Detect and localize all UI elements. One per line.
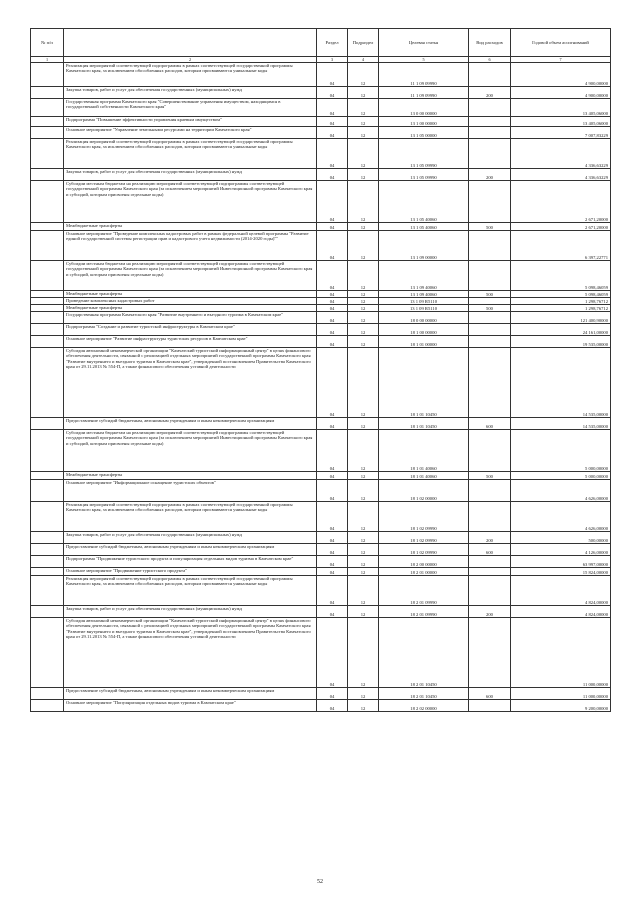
row-expense-type: 600 bbox=[469, 688, 511, 700]
table-row bbox=[31, 127, 611, 139]
row-expense-type bbox=[469, 700, 511, 712]
row-subsection: 12 bbox=[348, 348, 379, 418]
row-number-cell bbox=[31, 305, 64, 312]
row-section: 04 bbox=[317, 87, 348, 99]
row-subsection: 12 bbox=[348, 532, 379, 544]
row-name: Закупка товаров, работ и услуг для обеспечения государственных (муниципальных) нужд bbox=[64, 606, 317, 618]
row-number-cell bbox=[31, 430, 64, 472]
row-subsection: 12 bbox=[348, 99, 379, 117]
row-number-cell bbox=[31, 63, 64, 87]
row-amount: 11 000,00000 bbox=[511, 618, 611, 688]
row-subsection: 12 bbox=[348, 169, 379, 181]
row-amount: 500,00000 bbox=[511, 532, 611, 544]
table-row bbox=[31, 606, 611, 618]
table-row bbox=[31, 544, 611, 556]
row-subsection: 12 bbox=[348, 430, 379, 472]
row-amount: 4 824,00000 bbox=[511, 576, 611, 606]
row-section: 04 bbox=[317, 261, 348, 291]
table-row bbox=[31, 305, 611, 312]
col-subsection-header: Подраздел bbox=[348, 29, 379, 57]
row-amount: 4 824,00000 bbox=[511, 606, 611, 618]
row-section: 04 bbox=[317, 544, 348, 556]
row-expense-type: 200 bbox=[469, 169, 511, 181]
row-expense-type: 200 bbox=[469, 532, 511, 544]
row-subsection: 12 bbox=[348, 606, 379, 618]
row-subsection: 12 bbox=[348, 127, 379, 139]
row-target-article: 13 1 09 R5110 bbox=[379, 305, 469, 312]
row-expense-type: 600 bbox=[469, 544, 511, 556]
row-target-article: 13 1 09 R5110 bbox=[379, 298, 469, 305]
row-target-article: 13 1 05 09990 bbox=[379, 139, 469, 169]
row-number-cell bbox=[31, 532, 64, 544]
row-section: 04 bbox=[317, 305, 348, 312]
row-number-cell bbox=[31, 99, 64, 117]
row-expense-type bbox=[469, 139, 511, 169]
row-target-article: 18 1 02 09990 bbox=[379, 532, 469, 544]
row-target-article: 18 2 01 10450 bbox=[379, 618, 469, 688]
row-section: 04 bbox=[317, 430, 348, 472]
row-section: 04 bbox=[317, 127, 348, 139]
row-number-cell bbox=[31, 544, 64, 556]
row-section: 04 bbox=[317, 688, 348, 700]
document-page bbox=[30, 28, 610, 712]
table-row bbox=[31, 139, 611, 169]
row-target-article: 13 1 05 40060 bbox=[379, 223, 469, 231]
row-section: 04 bbox=[317, 418, 348, 430]
row-expense-type bbox=[469, 576, 511, 606]
row-name: Основное мероприятие "Популяризация отдельных видов туризма в Камчатском крае" bbox=[64, 700, 317, 712]
row-target-article: 13 1 09 00000 bbox=[379, 231, 469, 261]
row-section: 04 bbox=[317, 348, 348, 418]
col-section-header: Раздел bbox=[317, 29, 348, 57]
row-subsection: 12 bbox=[348, 556, 379, 568]
row-section: 04 bbox=[317, 231, 348, 261]
row-expense-type bbox=[469, 348, 511, 418]
row-expense-type bbox=[469, 298, 511, 305]
row-section: 04 bbox=[317, 568, 348, 576]
row-amount: 4 126,00000 bbox=[511, 544, 611, 556]
row-amount: 15 824,00000 bbox=[511, 568, 611, 576]
row-expense-type bbox=[469, 261, 511, 291]
row-target-article: 11 1 09 09990 bbox=[379, 63, 469, 87]
table-row bbox=[31, 324, 611, 336]
row-number-cell bbox=[31, 336, 64, 348]
row-name: Основное мероприятие "Развитие инфраструктуры туристских ресурсов в Камчатском крае" bbox=[64, 336, 317, 348]
row-expense-type bbox=[469, 117, 511, 127]
row-name: Реализация мероприятий соответствующей подпрограммы в рамках соответствующей государственной программы Камчатского края, за исключением обособленных расходов, которым присваиваются уникальные коды bbox=[64, 139, 317, 169]
row-name: Межбюджетные трансферты bbox=[64, 223, 317, 231]
row-target-article: 18 1 02 00000 bbox=[379, 480, 469, 502]
row-subsection: 12 bbox=[348, 63, 379, 87]
row-section: 04 bbox=[317, 556, 348, 568]
table-row bbox=[31, 418, 611, 430]
row-number-cell bbox=[31, 568, 64, 576]
row-subsection: 12 bbox=[348, 418, 379, 430]
table-row bbox=[31, 336, 611, 348]
row-section: 04 bbox=[317, 169, 348, 181]
table-row bbox=[31, 502, 611, 532]
row-name: Субсидии местным бюджетам на реализацию мероприятий соответствующей подпрограммы соответствующей государственной программы Камчатского края (за исключением мероприятий Инвестиционной программы Камчатского края и субсидий, которым присвоены отдельные коды) bbox=[64, 430, 317, 472]
row-target-article: 18 2 02 00000 bbox=[379, 700, 469, 712]
col-number-header: № п/п bbox=[31, 29, 64, 57]
row-number-cell bbox=[31, 298, 64, 305]
table-row bbox=[31, 556, 611, 568]
row-number-cell bbox=[31, 139, 64, 169]
row-number-cell bbox=[31, 618, 64, 688]
row-number-cell bbox=[31, 480, 64, 502]
table-row bbox=[31, 231, 611, 261]
column-number: 3 bbox=[317, 57, 348, 63]
row-number-cell bbox=[31, 169, 64, 181]
row-number-cell bbox=[31, 576, 64, 606]
row-section: 04 bbox=[317, 576, 348, 606]
table-row bbox=[31, 99, 611, 117]
row-name: Основное мероприятие "Продвижение туристского продукта" bbox=[64, 568, 317, 576]
row-amount: 4 900,00000 bbox=[511, 63, 611, 87]
row-amount: 4 336,63229 bbox=[511, 169, 611, 181]
row-section: 04 bbox=[317, 223, 348, 231]
table-row bbox=[31, 532, 611, 544]
row-amount: 1 298,76712 bbox=[511, 305, 611, 312]
row-target-article: 18 0 00 00000 bbox=[379, 312, 469, 324]
row-number-cell bbox=[31, 223, 64, 231]
row-subsection: 12 bbox=[348, 324, 379, 336]
row-number-cell bbox=[31, 87, 64, 99]
table-header-row bbox=[31, 29, 611, 57]
row-section: 04 bbox=[317, 336, 348, 348]
row-subsection: 12 bbox=[348, 87, 379, 99]
row-name: Реализация мероприятий соответствующей подпрограммы в рамках соответствующей государственной программы Камчатского края, за исключением обособленных расходов, которым присваиваются уникальные коды bbox=[64, 576, 317, 606]
row-target-article: 18 1 01 00000 bbox=[379, 336, 469, 348]
row-subsection: 12 bbox=[348, 336, 379, 348]
row-amount: 4 336,63229 bbox=[511, 139, 611, 169]
row-expense-type: 500 bbox=[469, 305, 511, 312]
row-target-article: 13 1 00 00000 bbox=[379, 117, 469, 127]
row-subsection: 12 bbox=[348, 117, 379, 127]
row-name: Субсидия автономной некоммерческой организации "Камчатский туристский информационный центр" в целях финансового обеспечения деятельности, связанной с реализацией отдельных мероприятий государственной программы Камчатского края "Развитие внутреннего и въездного туризма в Камчатском крае", утвержденной постановлением Правительства Камчатского края от 29.11.2013 № 554-П, а также финансового обеспечения уставной деятельности bbox=[64, 348, 317, 418]
row-section: 04 bbox=[317, 480, 348, 502]
row-name: Закупка товаров, работ и услуг для обеспечения государственных (муниципальных) нужд bbox=[64, 87, 317, 99]
row-amount: 7 007,83229 bbox=[511, 127, 611, 139]
row-amount: 13 405,06000 bbox=[511, 99, 611, 117]
row-section: 04 bbox=[317, 117, 348, 127]
row-section: 04 bbox=[317, 99, 348, 117]
row-target-article: 18 1 02 09990 bbox=[379, 502, 469, 532]
row-amount: 2 671,20000 bbox=[511, 223, 611, 231]
row-expense-type bbox=[469, 127, 511, 139]
row-target-article: 18 1 01 10450 bbox=[379, 348, 469, 418]
row-subsection: 12 bbox=[348, 139, 379, 169]
budget-allocation-table bbox=[30, 28, 611, 712]
row-amount: 11 000,00000 bbox=[511, 688, 611, 700]
row-expense-type bbox=[469, 312, 511, 324]
table-row bbox=[31, 576, 611, 606]
row-name: Подпрограмма "Создание и развитие туристской инфраструктуры в Камчатском крае" bbox=[64, 324, 317, 336]
row-subsection: 12 bbox=[348, 568, 379, 576]
row-target-article: 13 1 05 09990 bbox=[379, 169, 469, 181]
row-target-article: 18 1 01 10450 bbox=[379, 418, 469, 430]
row-amount: 24 161,00000 bbox=[511, 324, 611, 336]
row-expense-type bbox=[469, 502, 511, 532]
row-subsection: 12 bbox=[348, 305, 379, 312]
row-target-article: 18 1 01 40060 bbox=[379, 472, 469, 480]
col-expense-type-header: Вид расходов bbox=[469, 29, 511, 57]
row-expense-type: 500 bbox=[469, 472, 511, 480]
table-row bbox=[31, 618, 611, 688]
row-amount: 13 405,06000 bbox=[511, 117, 611, 127]
table-row bbox=[31, 298, 611, 305]
row-number-cell bbox=[31, 472, 64, 480]
column-number: 7 bbox=[511, 57, 611, 63]
table-row bbox=[31, 117, 611, 127]
row-name: Субсидии местным бюджетам на реализацию мероприятий соответствующей подпрограммы соответствующей государственной программы Камчатского края (за исключением мероприятий Инвестиционной программы Камчатского края и субсидий, которым присвоены отдельные коды) bbox=[64, 261, 317, 291]
row-number-cell bbox=[31, 556, 64, 568]
col-name-header bbox=[64, 29, 317, 57]
row-section: 04 bbox=[317, 606, 348, 618]
row-name: Предоставление субсидий бюджетным, автономным учреждениям и иным некоммерческим организациям bbox=[64, 688, 317, 700]
table-row bbox=[31, 223, 611, 231]
row-target-article: 11 1 09 09990 bbox=[379, 87, 469, 99]
table-row bbox=[31, 700, 611, 712]
table-row bbox=[31, 261, 611, 291]
row-name: Проведение комплексных кадастровых работ bbox=[64, 298, 317, 305]
table-row bbox=[31, 688, 611, 700]
row-section: 04 bbox=[317, 312, 348, 324]
col-target-header: Целевая статья bbox=[379, 29, 469, 57]
row-name: Подпрограмма "Продвижение туристского продукта и популяризация отдельных видов туризма в Камчатском крае" bbox=[64, 556, 317, 568]
row-expense-type bbox=[469, 231, 511, 261]
row-name: Межбюджетные трансферты bbox=[64, 291, 317, 298]
row-amount: 4 626,00000 bbox=[511, 480, 611, 502]
row-name: Основное мероприятие "Информационное оснащение туристских объектов" bbox=[64, 480, 317, 502]
row-expense-type bbox=[469, 63, 511, 87]
table-row bbox=[31, 348, 611, 418]
row-number-cell bbox=[31, 291, 64, 298]
row-expense-type bbox=[469, 430, 511, 472]
row-number-cell bbox=[31, 688, 64, 700]
row-subsection: 12 bbox=[348, 472, 379, 480]
row-expense-type bbox=[469, 336, 511, 348]
row-number-cell bbox=[31, 700, 64, 712]
row-expense-type: 500 bbox=[469, 223, 511, 231]
row-subsection: 12 bbox=[348, 688, 379, 700]
row-amount: 9 200,00000 bbox=[511, 700, 611, 712]
row-name: Межбюджетные трансферты bbox=[64, 472, 317, 480]
table-row bbox=[31, 568, 611, 576]
row-expense-type bbox=[469, 568, 511, 576]
row-subsection: 12 bbox=[348, 298, 379, 305]
row-section: 04 bbox=[317, 700, 348, 712]
table-row bbox=[31, 63, 611, 87]
row-name: Государственная программа Камчатского края "Совершенствование управления имуществом, находящимся в государственной собственности Камчатского края" bbox=[64, 99, 317, 117]
row-subsection: 12 bbox=[348, 618, 379, 688]
row-name: Реализация мероприятий соответствующей подпрограммы в рамках соответствующей государственной программы Камчатского края, за исключением обособленных расходов, которым присваиваются уникальные коды bbox=[64, 502, 317, 532]
row-name: Государственная программа Камчатского края "Развитие внутреннего и въездного туризма в Камчатском крае" bbox=[64, 312, 317, 324]
row-name: Межбюджетные трансферты bbox=[64, 305, 317, 312]
row-amount: 6 397,22771 bbox=[511, 231, 611, 261]
table-row bbox=[31, 480, 611, 502]
row-name: Основное мероприятие "Управление земельными ресурсами на территории Камчатского края" bbox=[64, 127, 317, 139]
row-target-article: 13 1 09 40060 bbox=[379, 261, 469, 291]
row-target-article: 13 1 09 40060 bbox=[379, 291, 469, 298]
column-number: 1 bbox=[31, 57, 64, 63]
row-number-cell bbox=[31, 127, 64, 139]
row-amount: 121 400,90000 bbox=[511, 312, 611, 324]
column-number: 5 bbox=[379, 57, 469, 63]
row-number-cell bbox=[31, 502, 64, 532]
row-number-cell bbox=[31, 117, 64, 127]
row-number-cell bbox=[31, 181, 64, 223]
column-number: 2 bbox=[64, 57, 317, 63]
row-target-article: 13 1 05 40060 bbox=[379, 181, 469, 223]
table-row bbox=[31, 169, 611, 181]
row-number-cell bbox=[31, 261, 64, 291]
row-subsection: 12 bbox=[348, 261, 379, 291]
row-expense-type bbox=[469, 99, 511, 117]
row-amount: 5 000,00000 bbox=[511, 430, 611, 472]
row-name: Реализация мероприятий соответствующей подпрограммы в рамках соответствующей государственной программы Камчатского края, за исключением обособленных расходов, которым присваиваются уникальные коды bbox=[64, 63, 317, 87]
row-number-cell bbox=[31, 418, 64, 430]
row-section: 04 bbox=[317, 618, 348, 688]
row-number-cell bbox=[31, 324, 64, 336]
row-section: 04 bbox=[317, 181, 348, 223]
row-amount: 63 997,00000 bbox=[511, 556, 611, 568]
row-amount: 5 098,46059 bbox=[511, 261, 611, 291]
row-expense-type: 600 bbox=[469, 418, 511, 430]
row-amount: 5 000,00000 bbox=[511, 472, 611, 480]
row-amount: 14 535,00000 bbox=[511, 348, 611, 418]
row-target-article: 18 2 01 10450 bbox=[379, 688, 469, 700]
row-expense-type bbox=[469, 181, 511, 223]
row-expense-type bbox=[469, 480, 511, 502]
table-row bbox=[31, 291, 611, 298]
row-subsection: 12 bbox=[348, 576, 379, 606]
row-target-article: 13 0 00 00000 bbox=[379, 99, 469, 117]
row-section: 04 bbox=[317, 502, 348, 532]
row-amount: 2 671,20000 bbox=[511, 181, 611, 223]
row-amount: 4 626,00000 bbox=[511, 502, 611, 532]
row-name: Предоставление субсидий бюджетным, автономным учреждениям и иным некоммерческим организациям bbox=[64, 544, 317, 556]
table-row bbox=[31, 87, 611, 99]
row-expense-type bbox=[469, 556, 511, 568]
row-name: Субсидия автономной некоммерческой организации "Камчатский туристский информационный центр" в целях финансового обеспечения деятельности, связанной с реализацией отдельных мероприятий государственной программы Камчатского края "Развитие внутреннего и въездного туризма в Камчатском крае", утвержденной постановлением Правительства Камчатского края от 29.11.2013 № 554-П, а также финансового обеспечения уставной деятельности bbox=[64, 618, 317, 688]
row-expense-type: 200 bbox=[469, 606, 511, 618]
row-target-article: 18 2 01 00000 bbox=[379, 568, 469, 576]
table-row bbox=[31, 312, 611, 324]
row-target-article: 13 1 05 00000 bbox=[379, 127, 469, 139]
row-section: 04 bbox=[317, 472, 348, 480]
row-number-cell bbox=[31, 348, 64, 418]
row-target-article: 18 1 00 00000 bbox=[379, 324, 469, 336]
column-number: 4 bbox=[348, 57, 379, 63]
row-subsection: 12 bbox=[348, 700, 379, 712]
row-target-article: 18 2 01 09990 bbox=[379, 576, 469, 606]
row-expense-type: 200 bbox=[469, 87, 511, 99]
row-subsection: 12 bbox=[348, 312, 379, 324]
row-amount: 14 535,00000 bbox=[511, 418, 611, 430]
row-subsection: 12 bbox=[348, 181, 379, 223]
row-subsection: 12 bbox=[348, 502, 379, 532]
row-amount: 4 900,00000 bbox=[511, 87, 611, 99]
table-row bbox=[31, 472, 611, 480]
row-name: Закупка товаров, работ и услуг для обеспечения государственных (муниципальных) нужд bbox=[64, 532, 317, 544]
table-row bbox=[31, 181, 611, 223]
row-subsection: 12 bbox=[348, 480, 379, 502]
row-section: 04 bbox=[317, 532, 348, 544]
row-number-cell bbox=[31, 231, 64, 261]
row-section: 04 bbox=[317, 324, 348, 336]
page-number: 52 bbox=[317, 879, 323, 885]
col-amount-header: Годовой объем ассигнований bbox=[511, 29, 611, 57]
column-number: 6 bbox=[469, 57, 511, 63]
row-name: Основное мероприятие "Проведение комплексных кадастровых работ в рамках федеральной целевой программы "Развитие единой государственной системы регистрации прав и кадастрового учета недвижимости (2014-2020 годы)"" bbox=[64, 231, 317, 261]
row-section: 04 bbox=[317, 291, 348, 298]
row-amount: 1 298,76712 bbox=[511, 298, 611, 305]
row-name: Предоставление субсидий бюджетным, автономным учреждениям и иным некоммерческим организациям bbox=[64, 418, 317, 430]
row-target-article: 18 2 00 00000 bbox=[379, 556, 469, 568]
row-number-cell bbox=[31, 606, 64, 618]
row-amount: 5 098,46059 bbox=[511, 291, 611, 298]
row-subsection: 12 bbox=[348, 223, 379, 231]
row-target-article: 18 1 02 09990 bbox=[379, 544, 469, 556]
row-section: 04 bbox=[317, 298, 348, 305]
row-name: Субсидии местным бюджетам на реализацию мероприятий соответствующей подпрограммы соответствующей государственной программы Камчатского края (за исключением мероприятий Инвестиционной программы Камчатского края и субсидий, которым присвоены отдельные коды) bbox=[64, 181, 317, 223]
table-body bbox=[31, 63, 611, 712]
row-expense-type bbox=[469, 618, 511, 688]
row-subsection: 12 bbox=[348, 544, 379, 556]
row-target-article: 18 2 01 09990 bbox=[379, 606, 469, 618]
row-subsection: 12 bbox=[348, 291, 379, 298]
row-target-article: 18 1 01 40060 bbox=[379, 430, 469, 472]
row-expense-type: 500 bbox=[469, 291, 511, 298]
table-row bbox=[31, 430, 611, 472]
row-name: Закупка товаров, работ и услуг для обеспечения государственных (муниципальных) нужд bbox=[64, 169, 317, 181]
row-subsection: 12 bbox=[348, 231, 379, 261]
row-amount: 19 535,00000 bbox=[511, 336, 611, 348]
row-name: Подпрограмма "Повышение эффективности управления краевым имуществом" bbox=[64, 117, 317, 127]
row-expense-type bbox=[469, 324, 511, 336]
row-section: 04 bbox=[317, 139, 348, 169]
row-number-cell bbox=[31, 312, 64, 324]
row-section: 04 bbox=[317, 63, 348, 87]
